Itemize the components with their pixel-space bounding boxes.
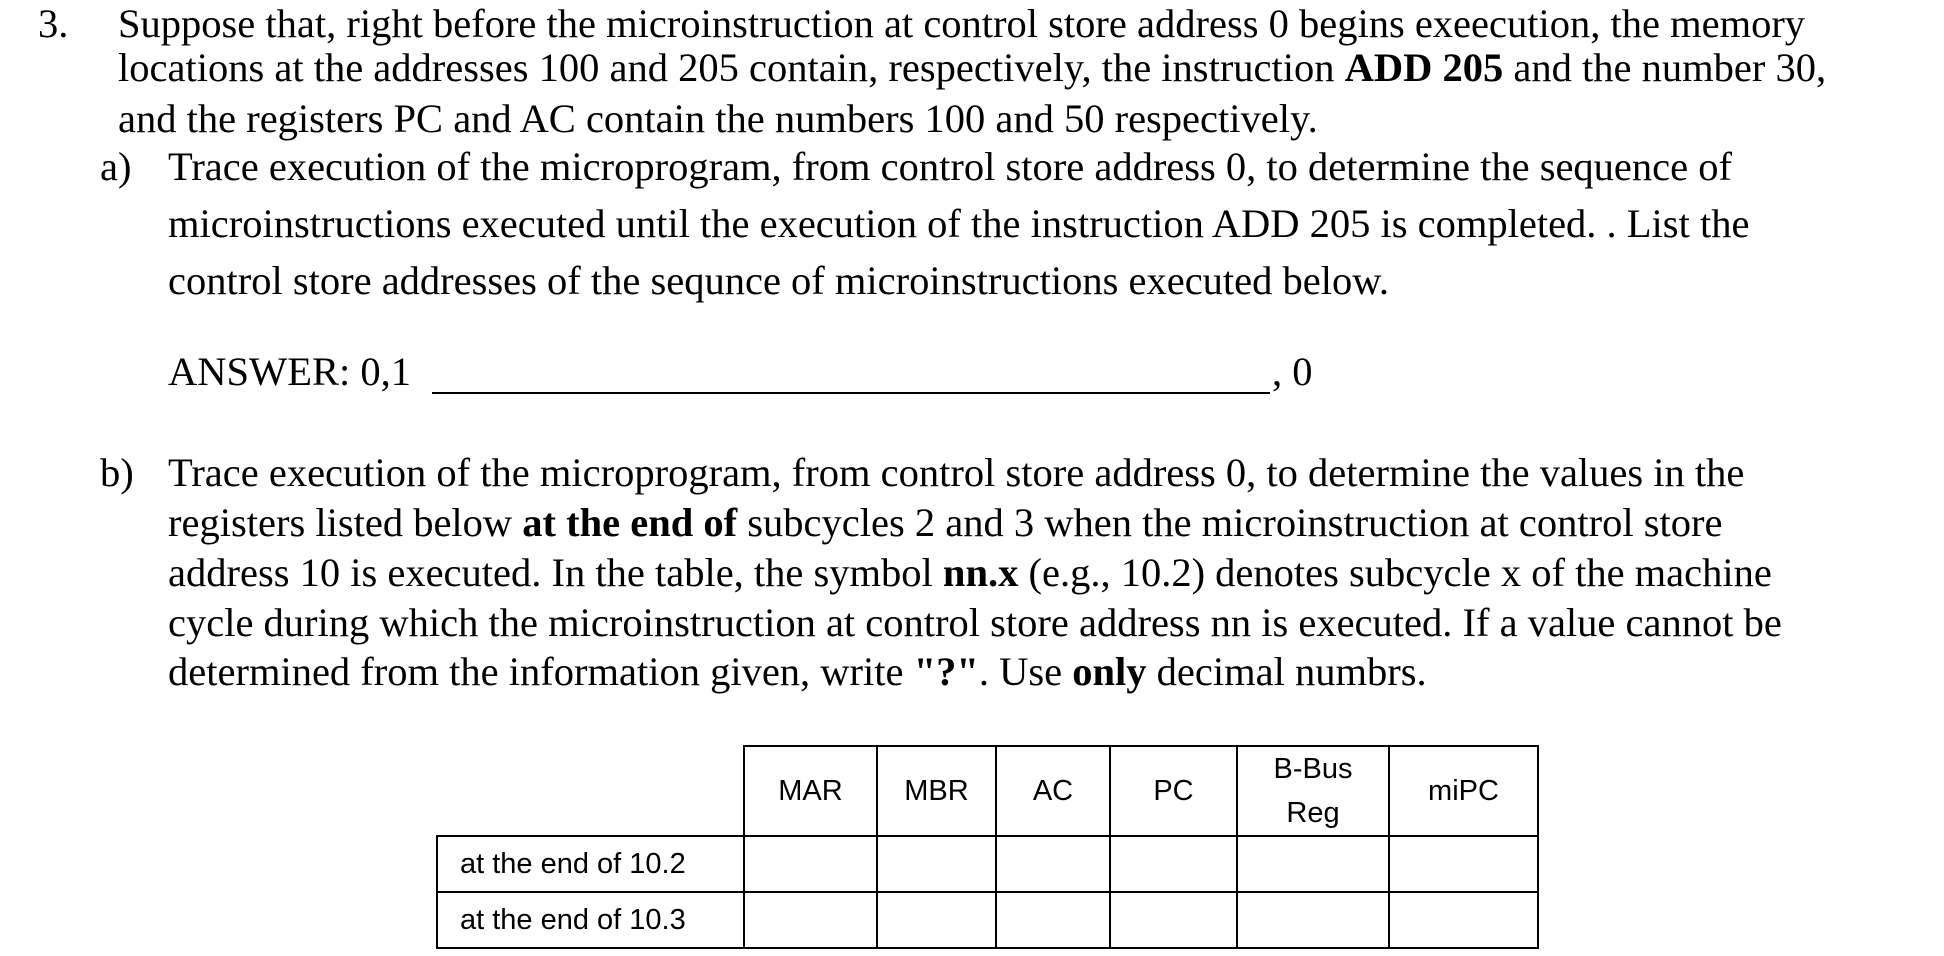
table-row <box>437 836 1538 892</box>
cell-10-2-mipc[interactable] <box>1389 836 1538 892</box>
question-number: 3. <box>38 1 69 46</box>
column-header-b-bus-reg: B-Bus Reg <box>1237 746 1389 836</box>
cell-10-2-mbr[interactable] <box>877 836 996 892</box>
column-header-mbr: MBR <box>877 746 996 836</box>
table-header-row <box>437 746 1538 836</box>
part-b-line-1: Trace execution of the microprogram, from control store address 0, to determine the values in the <box>168 450 1745 495</box>
column-header-pc: PC <box>1110 746 1237 836</box>
part-a-line-2: microinstructions executed until the execution of the instruction ADD 205 is completed. . List the <box>168 201 1750 246</box>
part-b-line-4: cycle during which the microinstruction at control store address nn is executed. If a value cannot be <box>168 600 1782 645</box>
cell-10-2-mar[interactable] <box>744 836 877 892</box>
cell-10-3-pc[interactable] <box>1110 892 1237 948</box>
cell-10-3-mar[interactable] <box>744 892 877 948</box>
header-blank <box>437 746 744 836</box>
table-row <box>437 892 1538 948</box>
intro-line-2: locations at the addresses 100 and 205 contain, respectively, the instruction ADD 205 and the number 30, <box>118 45 1827 90</box>
answer-blank[interactable] <box>432 392 1270 394</box>
part-b-line-5: determined from the information given, write "?". Use only decimal numbrs. <box>168 649 1427 694</box>
part-b-line-2: registers listed below at the end of subcycles 2 and 3 when the microinstruction at control store <box>168 500 1723 545</box>
cell-10-3-mipc[interactable] <box>1389 892 1538 948</box>
answer-end: , 0 <box>1272 349 1313 394</box>
register-table <box>436 745 1539 949</box>
column-header-mar: MAR <box>744 746 877 836</box>
column-header-ac: AC <box>996 746 1110 836</box>
part-a-line-1: Trace execution of the microprogram, from control store address 0, to determine the sequence of <box>168 144 1732 189</box>
answer-label: ANSWER: 0,1 <box>168 349 411 394</box>
cell-10-3-b-bus-reg[interactable] <box>1237 892 1389 948</box>
row-label-10-3: at the end of 10.3 <box>437 892 744 948</box>
cell-10-3-ac[interactable] <box>996 892 1110 948</box>
part-b-label: b) <box>100 450 134 495</box>
cell-10-2-b-bus-reg[interactable] <box>1237 836 1389 892</box>
cell-10-2-pc[interactable] <box>1110 836 1237 892</box>
part-a-line-3: control store addresses of the sequnce of microinstructions executed below. <box>168 258 1389 303</box>
part-b-line-3: address 10 is executed. In the table, the symbol nn.x (e.g., 10.2) denotes subcycle x of the machine <box>168 550 1772 595</box>
intro-line-1: Suppose that, right before the microinstruction at control store address 0 begins exeecution, the memory <box>118 1 1806 46</box>
row-label-10-2: at the end of 10.2 <box>437 836 744 892</box>
column-header-mipc: miPC <box>1389 746 1538 836</box>
intro-line-3: and the registers PC and AC contain the numbers 100 and 50 respectively. <box>118 96 1318 141</box>
cell-10-2-ac[interactable] <box>996 836 1110 892</box>
part-a-label: a) <box>100 144 132 189</box>
cell-10-3-mbr[interactable] <box>877 892 996 948</box>
